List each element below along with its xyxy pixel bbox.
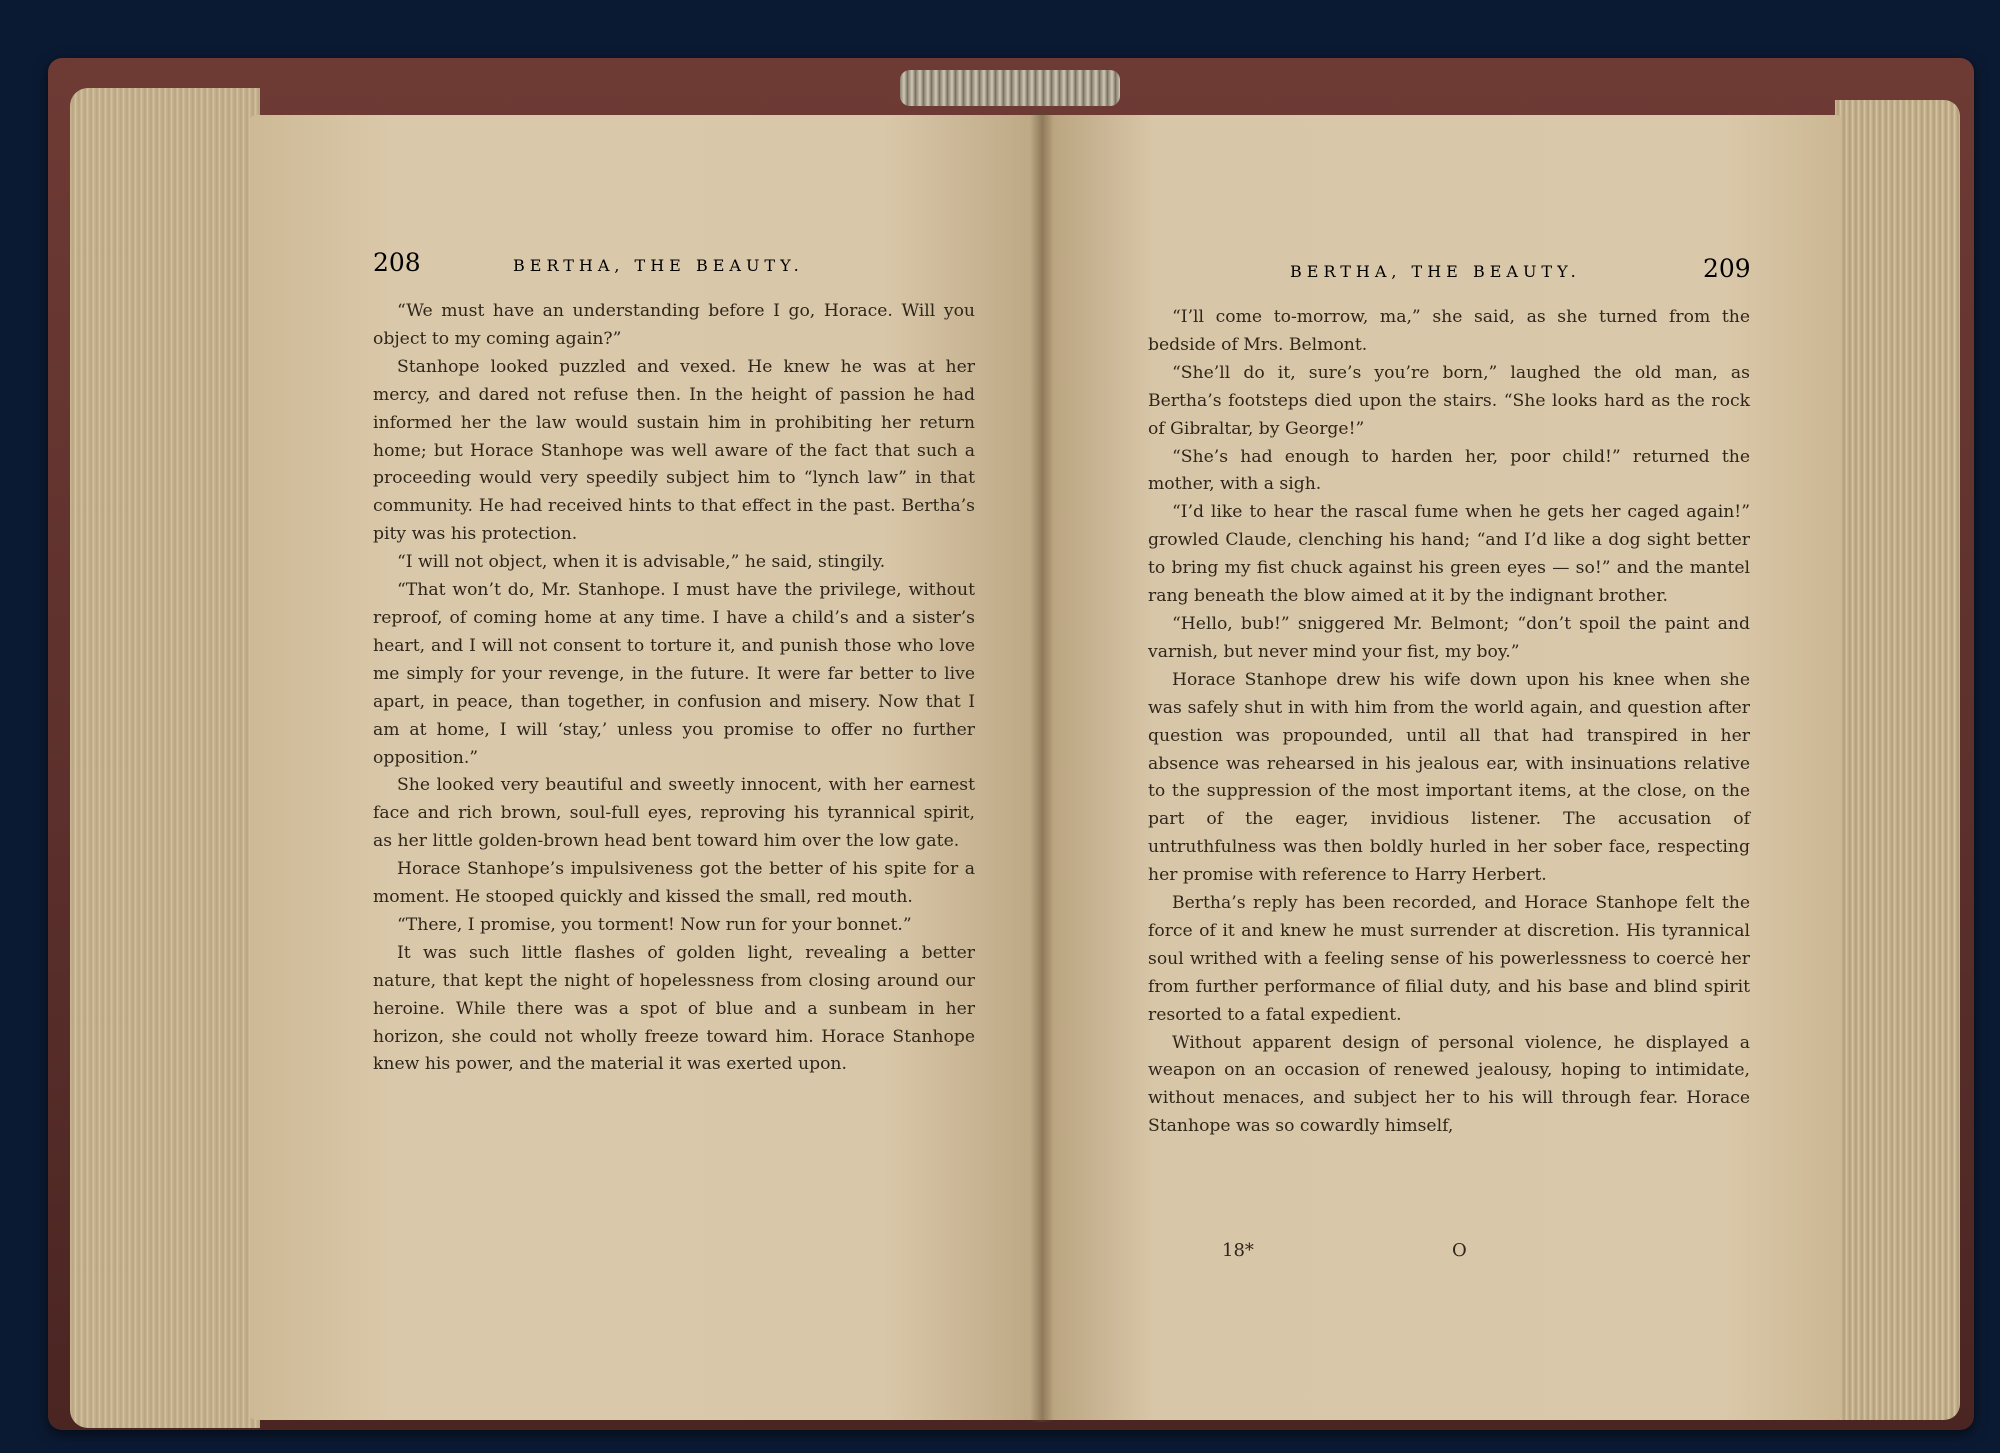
paragraph: Without apparent design of personal violence, he displayed a weapon on an occasion of renewed jealousy, hoping to intimidate, without menaces, and subject her to his will through fear. Horace Stanhope was so cowardly himself, (1148, 1032, 1750, 1137)
paragraph: “I will not object, when it is advisable,” he said, stingily. (397, 552, 886, 573)
paragraph: Horace Stanhope’s impulsiveness got the better of his spite for a moment. He stooped quickly and kissed the small, red mouth. (373, 859, 975, 908)
right-running-head: BERTHA, THE BEAUTY. (1290, 262, 1581, 281)
paragraph: “There, I promise, you torment! Now run for your bonnet.” (397, 914, 912, 935)
paragraph: Stanhope looked puzzled and vexed. He knew he was at her mercy, and dared not refuse then. In the height of passion he had informed her the law would sustain him in prohibiting her return home; but Horace Stanhope was well aware of the fact that such a proceeding would very speedily subject him to “lynch law” in that community. He had received hints to that effect in the past. Bertha’s pity was his protection. (373, 356, 975, 545)
page-gutter (1030, 112, 1054, 1422)
left-running-head: BERTHA, THE BEAUTY. (513, 256, 804, 275)
right-page-number: 209 (1703, 254, 1751, 283)
paragraph: She looked very beautiful and sweetly innocent, with her earnest face and rich brown, soul-full eyes, reproving his tyrannical spirit, as her little golden-brown head bent toward him over the low gate. (373, 775, 975, 852)
signature-letter: O (1452, 1240, 1467, 1261)
paragraph: “Hello, bub!” sniggered Mr. Belmont; “don’t spoil the paint and varnish, but never mind your fist, my boy.” (1148, 613, 1750, 662)
right-page-edges (1835, 100, 1960, 1420)
paragraph: Horace Stanhope drew his wife down upon his knee when she was safely shut in with him from the world again, and question after question was propounded, until all that had transpired in her absence was rehearsed in his jealous ear, with insinuations relative to the suppression of the most important items, at the close, on the part of the eager, invidious listener. The accusation of untruthfulness was then boldly hurled in her sober face, respecting her promise with reference to Harry Herbert. (1148, 669, 1750, 886)
paragraph: “That won’t do, Mr. Stanhope. I must have the privilege, without reproof, of coming home at any time. I have a child’s and a sister’s heart, and I will not consent to torture it, and punish those who love me simply for your revenge, in the future. It were far better to live apart, in peace, than together, in confusion and misery. Now that I am at home, I will ‘stay,’ unless you promise to offer no further opposition.” (373, 580, 975, 768)
left-page-number: 208 (373, 248, 421, 277)
signature-mark: 18* (1222, 1240, 1254, 1261)
left-page-edges (70, 88, 260, 1428)
paragraph: It was such little flashes of golden light, revealing a better nature, that kept the night of hopelessness from closing around our heroine. While there was a spot of blue and a sunbeam in her horizon, she could not wholly freeze toward him. Horace Stanhope knew his power, and the material it was exerted upon. (373, 942, 975, 1075)
paragraph: “She’s had enough to harden her, poor child!” returned the mother, with a sigh. (1148, 446, 1750, 495)
book-spine (900, 70, 1120, 106)
paragraph: “I’ll come to-morrow, ma,” she said, as she turned from the bedside of Mrs. Belmont. (1148, 307, 1750, 355)
paragraph: “We must have an understanding before I go, Horace. Will you object to my coming again?” (373, 301, 975, 349)
paragraph: “I’d like to hear the rascal fume when he gets her caged again!” growled Claude, clenching his hand; “and I’d like a dog sight better to bring my fist chuck against his green eyes — so!” and the mantel rang beneath the blow aimed at it by the indignant brother. (1148, 502, 1750, 607)
paragraph: Bertha’s reply has been recorded, and Horace Stanhope felt the force of it and knew he must surrender at discretion. His tyrannical soul writhed with a feeling sense of his powerlessness to coercė her from further performance of filial duty, and his base and blind spirit resorted to a fatal expedient. (1148, 893, 1750, 1025)
paragraph: “She’ll do it, sure’s you’re born,” laughed the old man, as Bertha’s footsteps died upon the stairs. “She looks hard as the rock of Gibraltar, by George!” (1148, 362, 1750, 439)
right-page-body (1148, 304, 1750, 1141)
left-page-body (373, 298, 975, 1079)
